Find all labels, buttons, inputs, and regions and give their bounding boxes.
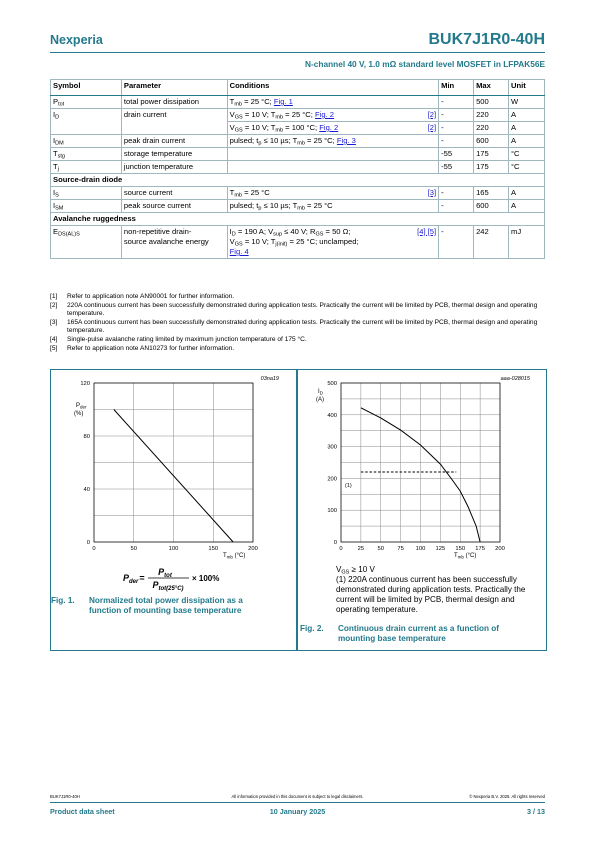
chart-ticks [80, 381, 258, 552]
note-item: [3] 165A continuous current has been successfully demonstrated during application tests. Practically the current will be limited by PCB, thermal design and operating temperature. [50, 318, 538, 335]
x-tick-label: 50 [377, 546, 384, 552]
table-notes [50, 293, 545, 353]
parameter-cell: peak source current [121, 200, 227, 213]
note-link[interactable]: [2] [427, 123, 437, 132]
unit-cell: A [509, 135, 545, 148]
footer-date: 10 January 2025 [269, 807, 326, 816]
conditions-cell [227, 148, 438, 161]
table-row [51, 187, 545, 200]
conditions-cell [227, 161, 438, 174]
parameter-cell: source current [121, 187, 227, 200]
unit-cell: A [509, 187, 545, 200]
table-section-row [51, 174, 545, 187]
x-tick-label: 50 [130, 546, 137, 552]
min-cell: -55 [439, 148, 474, 161]
min-cell: - [439, 135, 474, 148]
col-header-conditions: Conditions [227, 80, 438, 96]
y-tick-label: 300 [327, 444, 337, 451]
figure-link[interactable]: Fig. 1 [273, 97, 293, 106]
conditions-cell: $V_{GS} = 10$ V; $T_{mb} = 25$ °C; Fig. 2 [2] [227, 109, 438, 122]
max-cell: 175 [474, 148, 509, 161]
table-row [51, 161, 545, 174]
page-subtitle: N-channel 40 V, 1.0 mΩ standard level MOSFET in LFPAK56E [305, 59, 545, 69]
svg-text:× 100%: × 100% [192, 574, 220, 583]
table-row [51, 148, 545, 161]
footer-doc-type: Product data sheet [50, 807, 115, 816]
footer-page: 3 / 13 [527, 807, 545, 816]
min-cell: - [439, 96, 474, 109]
symbol-cell: $T_{stg}$ [51, 148, 122, 161]
x-tick-label: 200 [495, 546, 505, 552]
symbol-cell: $I_S$ [51, 187, 122, 200]
figure-link[interactable]: Fig. 2 [319, 123, 339, 132]
max-cell: 175 [474, 161, 509, 174]
col-header-parameter: Parameter [121, 80, 227, 96]
parameter-cell: non-repetitive drain- source avalanche energy [121, 226, 227, 259]
table-row [51, 135, 545, 148]
legend-vgs: $V_{GS} \ge 10$ V [336, 565, 375, 576]
max-cell: 220 [474, 122, 509, 135]
x-tick-label: 0 [339, 546, 343, 552]
min-cell: - [439, 109, 474, 122]
y-tick-label: 100 [327, 508, 337, 515]
conditions-cell: $T_{mb} = 25$ °C [3] [227, 187, 438, 200]
unit-cell: A [509, 109, 545, 122]
svg-text:Ptot(25°C): $P_{tot(25^\circ C)}$ [152, 580, 184, 592]
min-cell: - [439, 187, 474, 200]
x-tick-label: 150 [208, 546, 219, 552]
power-derating-formula [123, 567, 219, 592]
min-cell: - [439, 122, 474, 135]
max-cell: 600 [474, 135, 509, 148]
conditions-cell: $V_{GS} = 10$ V; $T_{mb} = 100$ °C; Fig. 2 [2] [227, 122, 438, 135]
x-tick-label: 25 [357, 546, 365, 552]
max-cell: 165 [474, 187, 509, 200]
section-avalanche-ruggedness: Avalanche ruggedness [51, 213, 545, 226]
symbol-cell: $I_{DM}$ [51, 135, 122, 148]
conditions-cell: pulsed; $t_p \le 10$ µs; $T_{mb} = 25$ °C [227, 200, 438, 213]
unit-cell: °C [509, 148, 545, 161]
unit-cell: A [509, 122, 545, 135]
symbol-cell: $I_{SM}$ [51, 200, 122, 213]
note-item: [1] Refer to application note AN90001 for further information. [50, 293, 235, 300]
table-row [51, 226, 545, 259]
y-tick-label: 40 [83, 487, 90, 493]
y-tick-label: 0 [86, 540, 90, 546]
figure-2-legend [336, 565, 541, 615]
section-source-drain-diode: Source-drain diode [51, 174, 545, 187]
symbol-cell: $I_D$ [51, 109, 122, 135]
limiting-values-table [50, 79, 545, 259]
y-axis-unit: (A) [316, 397, 324, 403]
y-tick-label: 500 [327, 381, 337, 387]
min-cell: -55 [439, 161, 474, 174]
y-tick-label: 80 [83, 434, 90, 440]
table-section-row [51, 213, 545, 226]
x-tick-label: 75 [397, 546, 404, 552]
table-row [51, 109, 545, 122]
chart-grid [341, 383, 500, 542]
curve-annotation: (1) [345, 483, 352, 489]
x-tick-label: 175 [475, 546, 485, 552]
min-cell: - [439, 200, 474, 213]
footer-disclaimer: All information provided in this document is subject to legal disclaimers. [231, 794, 364, 799]
x-axis-label: $T_{mb}$ (°C) [454, 553, 477, 560]
footer-rule [50, 802, 545, 803]
parameter-cell: junction temperature [121, 161, 227, 174]
symbol-cell: $E_{DS(AL)S}$ [51, 226, 122, 259]
brand-logo-text: Nexperia [50, 33, 103, 47]
col-header-unit: Unit [509, 80, 545, 96]
y-axis-label: $P_{der}$ [76, 403, 87, 410]
chart-grid [94, 383, 253, 542]
unit-cell: °C [509, 161, 545, 174]
y-axis-label: $I_D$ [318, 389, 323, 396]
parameter-cell: drain current [121, 109, 227, 135]
table-header-row [51, 80, 545, 96]
note-link[interactable]: [3] [427, 188, 437, 197]
footer-copyright: © Nexperia B.V. 2025. All rights reserved [469, 794, 545, 799]
figure-2-chart [298, 370, 544, 565]
min-cell: - [439, 226, 474, 259]
figure-link[interactable]: Fig. 3 [336, 136, 356, 145]
unit-cell: W [509, 96, 545, 109]
note-link[interactable]: [2] [427, 110, 437, 119]
figure-link[interactable]: Fig. 4 [229, 247, 249, 256]
unit-cell: mJ [509, 226, 545, 259]
table-row [51, 200, 545, 213]
svg-text:Ptot: $P_{tot}$ [158, 567, 172, 579]
parameter-cell: peak drain current [121, 135, 227, 148]
header-rule [50, 52, 545, 53]
max-cell: 500 [474, 96, 509, 109]
note-link[interactable]: [4] [5] [417, 227, 437, 236]
col-header-max: Max [474, 80, 509, 96]
unit-cell: A [509, 200, 545, 213]
x-tick-label: 100 [168, 546, 179, 552]
part-number: BUK7J1R0-40H [428, 31, 545, 48]
svg-text:Pder=: $P_{der}=$ [123, 573, 145, 585]
footer-doc-id: BUK7J1R0-40H [50, 794, 80, 799]
conditions-cell: $T_{mb} = 25$ °C; Fig. 1 [227, 96, 438, 109]
figure-code: 03na19 [260, 376, 279, 382]
symbol-cell: $P_{tot}$ [51, 96, 122, 109]
figure-code: aaa-028015 [500, 376, 530, 382]
y-tick-label: 0 [333, 540, 337, 546]
y-axis-unit: (%) [74, 411, 84, 417]
note-item: [5] Refer to application note AN10273 for further information. [50, 344, 235, 352]
max-cell: 242 [474, 226, 509, 259]
x-axis-label: $T_{mb}$ (°C) [223, 553, 246, 560]
x-tick-label: 0 [92, 546, 96, 552]
x-tick-label: 125 [435, 546, 446, 552]
parameter-cell: storage temperature [121, 148, 227, 161]
note-item: [4] Single-pulse avalanche rating limited by maximum junction temperature of 175 °C. [50, 335, 307, 343]
col-header-symbol: Symbol [51, 80, 122, 96]
x-tick-label: 150 [455, 546, 466, 552]
parameter-cell: total power dissipation [121, 96, 227, 109]
figure-link[interactable]: Fig. 2 [315, 110, 335, 119]
table-row [51, 96, 545, 109]
legend-note: (1) 220A continuous current has been successfully demonstrated during application tests. Practically the current will be limited by PCB, thermal design and operating temperature. [336, 575, 526, 614]
symbol-cell: $T_j$ [51, 161, 122, 174]
conditions-cell: pulsed; $t_p \le 10$ µs; $T_{mb} = 25$ °C; Fig. 3 [227, 135, 438, 148]
max-cell: 220 [474, 109, 509, 122]
y-tick-label: 120 [80, 381, 90, 387]
x-tick-label: 100 [415, 546, 426, 552]
x-tick-label: 200 [248, 546, 258, 552]
y-tick-label: 400 [327, 412, 337, 419]
note-item: [2] 220A continuous current has been successfully demonstrated during application tests. Practically the current will be limited by PCB, thermal design and operating temperature. [50, 301, 538, 318]
col-header-min: Min [439, 80, 474, 96]
figure-1-chart [51, 370, 294, 595]
conditions-cell: $I_D = 190$ A; $V_{sup} \le 40$ V; $R_{GS} = 50$ Ω; [4] [5] $V_{GS} = 10$ V; $T_{j(init)} = 25$ °C; unclamped; Fig. 4 [227, 226, 438, 259]
y-tick-label: 200 [327, 476, 337, 483]
max-cell: 600 [474, 200, 509, 213]
